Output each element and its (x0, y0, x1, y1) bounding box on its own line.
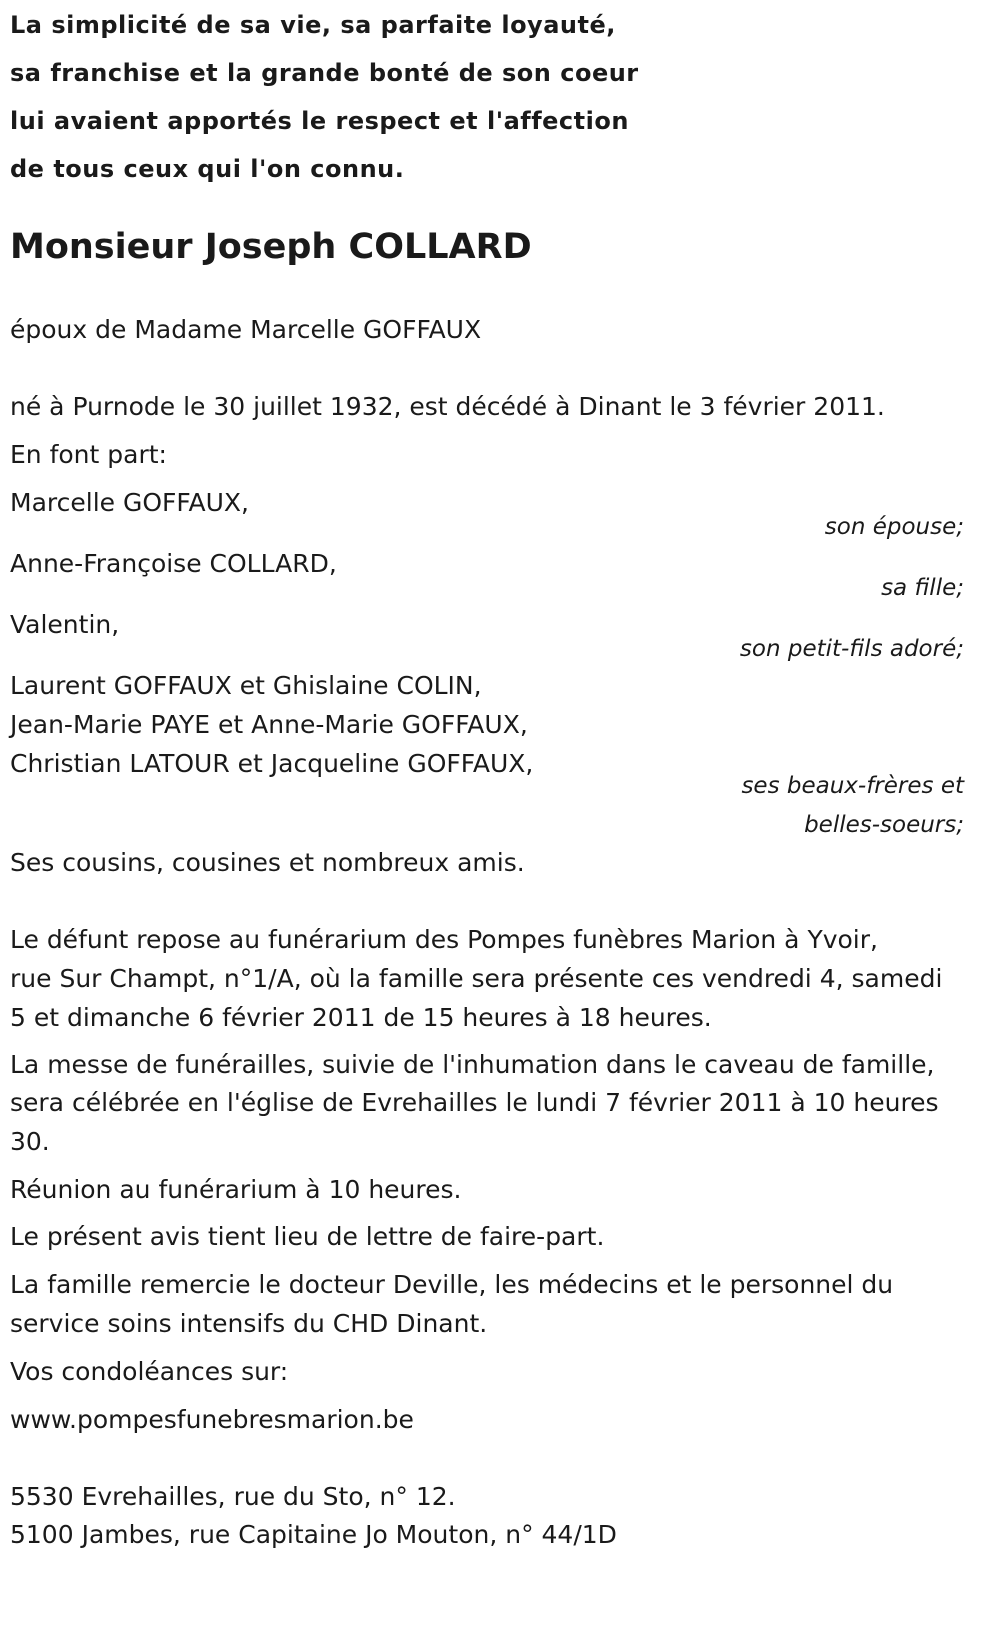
condolences-label: Vos condoléances sur: (10, 1357, 289, 1386)
in-law-relation: ses beaux-frères et (741, 773, 964, 799)
meeting-line: Réunion au funérarium à 10 heures. (10, 1175, 462, 1204)
in-law-name: Jean-Marie PAYE et Anne-Marie GOFFAUX, (10, 710, 528, 739)
spouse-line: époux de Madame Marcelle GOFFAUX (10, 315, 482, 344)
announce-line: En font part: (10, 440, 167, 469)
family-member-relation: son petit-fils adoré; (739, 636, 964, 662)
mass-line: 30. (10, 1127, 50, 1156)
repose-line: 5 et dimanche 6 février 2011 de 15 heures à 18 heures. (10, 1003, 712, 1032)
birth-death-line: né à Purnode le 30 juillet 1932, est décédé à Dinant le 3 février 2011. (10, 392, 885, 421)
quote-line: La simplicité de sa vie, sa parfaite loyauté, (10, 11, 616, 39)
family-member-name: Valentin, (10, 610, 120, 639)
repose-line: Le défunt repose au funérarium des Pompes funèbres Marion à Yvoir, (10, 925, 878, 954)
family-member-name: Anne-Françoise COLLARD, (10, 549, 337, 578)
thanks-line: La famille remercie le docteur Deville, les médecins et le personnel du (10, 1270, 894, 1299)
cousins-line: Ses cousins, cousines et nombreux amis. (10, 848, 525, 877)
thanks-line: service soins intensifs du CHD Dinant. (10, 1309, 488, 1338)
quote-line: de tous ceux qui l'on connu. (10, 155, 405, 183)
in-law-relation: belles-soeurs; (804, 812, 964, 838)
family-member-relation: sa fille; (881, 575, 964, 601)
address-line: 5530 Evrehailles, rue du Sto, n° 12. (10, 1482, 456, 1511)
website-link[interactable]: www.pompesfunebresmarion.be (10, 1405, 414, 1434)
in-law-name: Christian LATOUR et Jacqueline GOFFAUX, (10, 749, 534, 778)
address-line: 5100 Jambes, rue Capitaine Jo Mouton, n° 44/1D (10, 1520, 617, 1549)
deceased-name: Monsieur Joseph COLLARD (10, 227, 532, 267)
quote-line: lui avaient apportés le respect et l'affection (10, 107, 629, 135)
notice-line: Le présent avis tient lieu de lettre de faire-part. (10, 1222, 605, 1251)
quote-line: sa franchise et la grande bonté de son coeur (10, 59, 639, 87)
family-member-relation: son épouse; (824, 514, 964, 540)
repose-line: rue Sur Champt, n°1/A, où la famille sera présente ces vendredi 4, samedi (10, 964, 943, 993)
mass-line: sera célébrée en l'église de Evrehailles le lundi 7 février 2011 à 10 heures (10, 1088, 939, 1117)
mass-line: La messe de funérailles, suivie de l'inhumation dans le caveau de famille, (10, 1050, 935, 1079)
in-law-name: Laurent GOFFAUX et Ghislaine COLIN, (10, 671, 482, 700)
family-member-name: Marcelle GOFFAUX, (10, 488, 249, 517)
